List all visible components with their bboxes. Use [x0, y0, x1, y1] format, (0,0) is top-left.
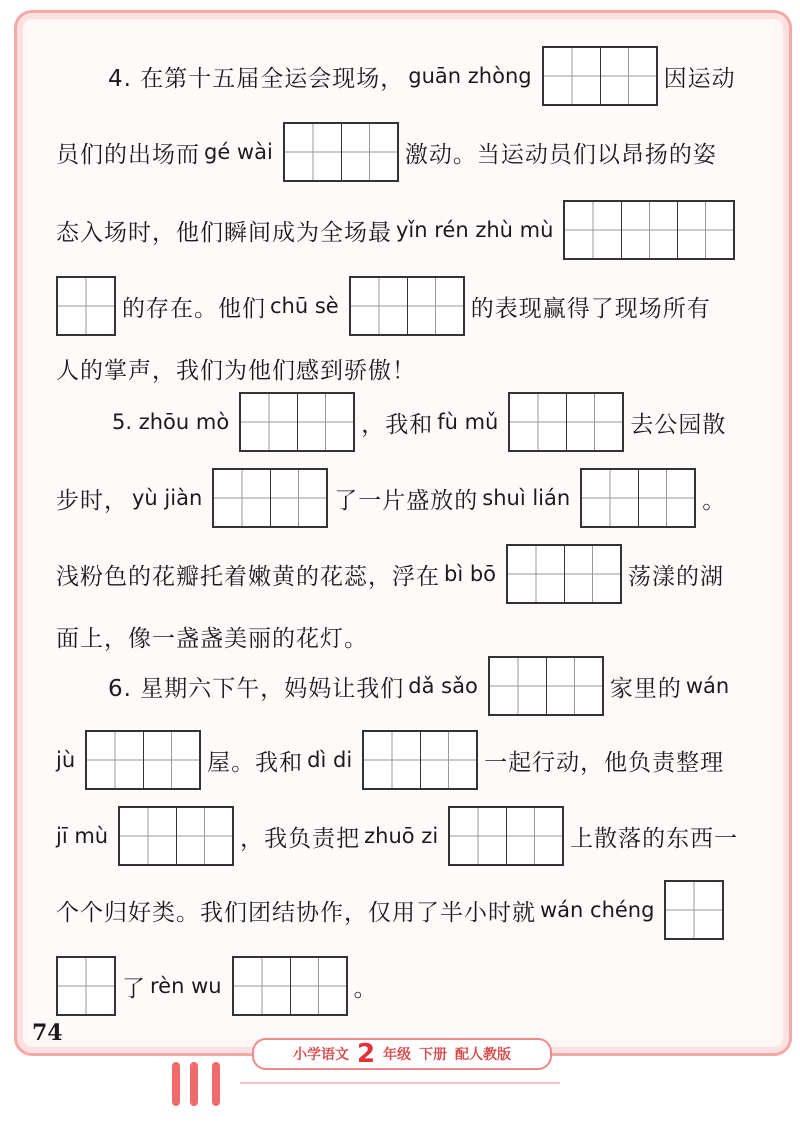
- answer-boxes-2[interactable]: [488, 656, 604, 716]
- text: 激动。当运动员们以昂扬的姿: [404, 141, 717, 168]
- text: 一起行动，他负责整理: [484, 749, 725, 776]
- footer-grade: 2: [356, 1039, 376, 1069]
- answer-cell[interactable]: [234, 958, 290, 1014]
- pinyin: jù: [56, 748, 76, 772]
- pinyin: shuì lián: [482, 486, 571, 510]
- q6-line-5: [56, 954, 378, 1018]
- answer-cell[interactable]: [544, 48, 600, 104]
- answer-box-1[interactable]: [56, 956, 116, 1016]
- text: 面上，像一盏盏美丽的花灯。: [56, 625, 368, 652]
- q6-line-4: [56, 878, 730, 942]
- pinyin: gé wài: [204, 140, 273, 164]
- q5-line-1: [108, 390, 726, 454]
- text: 人的掌声，我们为他们感到骄傲！: [56, 357, 416, 384]
- text: 6. 星期六下午，妈妈让我们: [108, 675, 405, 702]
- footer-badge: [252, 1038, 552, 1070]
- answer-cell[interactable]: [565, 202, 621, 258]
- answer-boxes-2[interactable]: [506, 544, 622, 604]
- answer-cell[interactable]: [351, 278, 407, 334]
- pinyin: dì di: [307, 748, 353, 772]
- pinyin: fù mǔ: [437, 410, 499, 434]
- answer-cell[interactable]: [120, 808, 176, 864]
- answer-box-1[interactable]: [664, 880, 724, 940]
- text: 的存在。他们: [122, 295, 266, 322]
- footer-grade-label: 年级: [383, 1047, 412, 1063]
- answer-boxes-2[interactable]: [349, 276, 465, 336]
- q6-line-3: [56, 804, 738, 868]
- answer-cell[interactable]: [241, 394, 297, 450]
- answer-boxes-2[interactable]: [239, 392, 355, 452]
- answer-cell[interactable]: [58, 958, 114, 1014]
- pinyin: rèn wu: [150, 974, 222, 998]
- text: 家里的: [609, 675, 682, 702]
- pinyin: 5. zhōu mò: [112, 410, 230, 434]
- pinyin: wán chéng: [540, 898, 655, 922]
- answer-cell[interactable]: [420, 732, 476, 788]
- answer-cell[interactable]: [270, 470, 326, 526]
- answer-cell[interactable]: [621, 202, 677, 258]
- answer-cell[interactable]: [638, 470, 694, 526]
- text: 的表现赢得了现场所有: [470, 295, 711, 322]
- answer-cell[interactable]: [564, 546, 620, 602]
- answer-cell[interactable]: [566, 394, 622, 450]
- pinyin: yǐn rén zhù mù: [396, 218, 554, 242]
- pinyin: jī mù: [56, 824, 109, 848]
- answer-boxes-2[interactable]: [232, 956, 348, 1016]
- answer-boxes-2[interactable]: [283, 122, 399, 182]
- answer-cell[interactable]: [407, 278, 463, 334]
- pinyin: chū sè: [270, 294, 339, 318]
- page-number: 74: [32, 1020, 63, 1046]
- footer-edition: 配人教版: [455, 1047, 512, 1063]
- decorative-stripe: [172, 1062, 180, 1106]
- text: 。: [353, 975, 378, 1002]
- answer-boxes-2[interactable]: [580, 468, 696, 528]
- answer-boxes-2[interactable]: [85, 730, 201, 790]
- text: 步时，: [56, 487, 128, 514]
- answer-cell[interactable]: [677, 202, 733, 258]
- footer-volume: 下册: [419, 1047, 448, 1063]
- answer-cell[interactable]: [214, 470, 270, 526]
- text: 了一片盛放的: [334, 487, 479, 514]
- text: 。: [702, 487, 727, 514]
- answer-cell[interactable]: [364, 732, 420, 788]
- pinyin: guān zhòng: [408, 64, 532, 88]
- answer-cell[interactable]: [297, 394, 353, 450]
- answer-cell[interactable]: [290, 958, 346, 1014]
- text: 了: [122, 975, 146, 1002]
- text: 个个归好类。我们团结协作，仅用了半小时就: [56, 899, 536, 926]
- text: 员们的出场而: [56, 141, 200, 168]
- answer-boxes-2[interactable]: [118, 806, 234, 866]
- answer-cell[interactable]: [176, 808, 232, 864]
- answer-boxes-2[interactable]: [508, 392, 624, 452]
- answer-boxes-2[interactable]: [362, 730, 478, 790]
- text: 态入场时，他们瞬间成为全场最: [56, 219, 392, 246]
- answer-cell[interactable]: [450, 808, 506, 864]
- q4-line-1: [108, 44, 736, 108]
- answer-cell[interactable]: [546, 658, 602, 714]
- answer-box-1[interactable]: [56, 276, 116, 336]
- text: 因运动: [663, 65, 736, 92]
- answer-cell[interactable]: [341, 124, 397, 180]
- answer-cell[interactable]: [582, 470, 638, 526]
- text: ，我负责把: [240, 825, 361, 852]
- q5-line-2: [56, 466, 726, 530]
- pinyin: dǎ sǎo: [408, 674, 478, 698]
- decorative-stripe: [190, 1062, 198, 1106]
- answer-cell[interactable]: [58, 278, 114, 334]
- q4-line-2: [56, 120, 717, 184]
- answer-boxes-2[interactable]: [448, 806, 564, 866]
- answer-cell[interactable]: [666, 882, 722, 938]
- content-area: [28, 22, 772, 1038]
- q4-line-3: [56, 198, 741, 262]
- pinyin: wán: [685, 674, 730, 698]
- answer-cell[interactable]: [285, 124, 341, 180]
- answer-cell[interactable]: [87, 732, 143, 788]
- text: 屋。我和: [207, 749, 304, 776]
- answer-boxes-2[interactable]: [542, 46, 658, 106]
- answer-cell[interactable]: [490, 658, 546, 714]
- footer-subject: 小学语文: [292, 1047, 349, 1063]
- pinyin: yù jiàn: [132, 486, 203, 510]
- text: 浅粉色的花瓣托着嫩黄的花蕊，浮在: [56, 563, 440, 590]
- answer-cell[interactable]: [600, 48, 656, 104]
- pinyin: zhuō zi: [364, 824, 439, 848]
- answer-boxes-2[interactable]: [212, 468, 328, 528]
- q6-line-2: [56, 728, 724, 792]
- q5-line-3: [56, 542, 724, 606]
- answer-boxes-3[interactable]: [563, 200, 735, 260]
- text: 去公园散: [630, 411, 727, 438]
- q6-line-1: [108, 654, 733, 718]
- text: 荡漾的湖: [628, 563, 725, 590]
- text: ，我和: [361, 411, 434, 438]
- pinyin: bì bō: [444, 562, 497, 586]
- answer-cell[interactable]: [143, 732, 199, 788]
- q4-line-4: [56, 274, 711, 338]
- answer-cell[interactable]: [510, 394, 566, 450]
- answer-cell[interactable]: [508, 546, 564, 602]
- footer-divider: [240, 1082, 560, 1084]
- decorative-stripe: [212, 1062, 220, 1106]
- text: 上散落的东西一: [570, 825, 739, 852]
- text: 4. 在第十五届全运会现场，: [108, 65, 405, 92]
- answer-cell[interactable]: [506, 808, 562, 864]
